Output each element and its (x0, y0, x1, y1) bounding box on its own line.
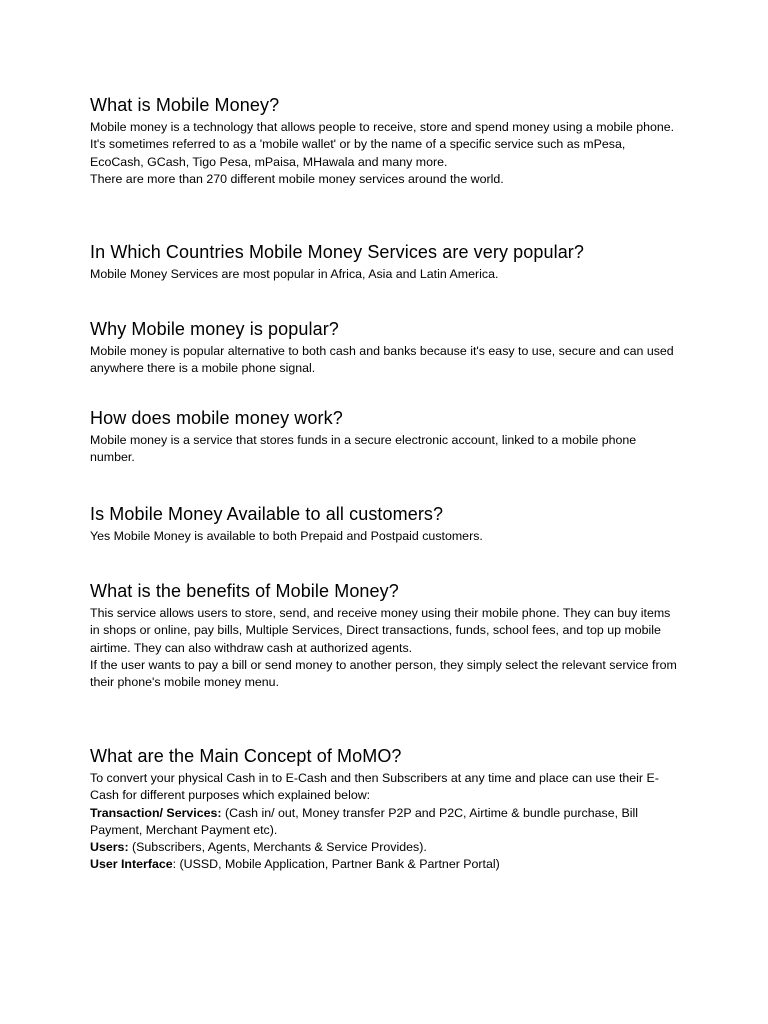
concept-item-label: Users: (90, 840, 129, 855)
concept-item-text: : (USSD, Mobile Application, Partner Bank & Partner Portal) (172, 857, 500, 872)
concept-item (90, 856, 680, 873)
concept-item-text: (Subscribers, Agents, Merchants & Service Provides). (128, 840, 427, 855)
paragraph: There are more than 270 different mobile money services around the world. (90, 171, 504, 186)
concept-item-text: (Cash in/ out, Money transfer P2P and P2C, Airtime & bundle purchase, Bill Payment, Merchant Payment etc). (90, 805, 638, 837)
concept-item-label: User Interface (90, 857, 173, 872)
paragraph: It's sometimes referred to as a 'mobile wallet' or by the name of a specific service such as mPesa, EcoCash, GCash, Tigo Pesa, mPaisa, MHawala and many more. (90, 137, 626, 169)
section-heading: What is the benefits of Mobile Money? (90, 581, 399, 601)
paragraph: If the user wants to pay a bill or send money to another person, they simply select the relevant service from their phone's mobile money menu. (90, 657, 677, 690)
section-how-it-works (90, 407, 680, 467)
section-popular-countries (90, 241, 680, 283)
section-heading: How does mobile money work? (90, 408, 343, 428)
concept-item-label: Transaction/ Services: (90, 805, 222, 820)
section-what-is-mobile-money (90, 94, 680, 188)
paragraph: To convert your physical Cash in to E-Cash and then Subscribers at any time and place can use their E-Cash for different purposes which explained below: (90, 771, 659, 803)
paragraph: Mobile money is popular alternative to both cash and banks because it's easy to use, secure and can used anywhere there is a mobile phone signal. (90, 344, 674, 376)
paragraph: Yes Mobile Money is available to both Prepaid and Postpaid customers. (90, 529, 483, 543)
section-heading: Is Mobile Money Available to all customers? (90, 504, 444, 524)
section-heading: Why Mobile money is popular? (90, 319, 339, 339)
section-why-popular (90, 318, 680, 378)
paragraph: Mobile Money Services are most popular in Africa, Asia and Latin America. (90, 267, 499, 281)
section-availability (90, 503, 680, 545)
section-heading: What is Mobile Money? (90, 95, 280, 115)
paragraph: Mobile money is a service that stores funds in a secure electronic account, linked to a mobile phone number. (90, 433, 637, 465)
section-benefits (90, 580, 680, 691)
section-heading: What are the Main Concept of MoMO? (90, 746, 402, 766)
concept-item (90, 839, 680, 856)
paragraph: This service allows users to store, send, and receive money using their mobile phone. They can buy items in shops or online, pay bills, Multiple Services, Direct transactions, funds, school fees, and top up mobile airtime. They can also withdraw cash at authorized agents. (90, 606, 671, 655)
concept-item (90, 805, 680, 840)
section-heading: In Which Countries Mobile Money Services are very popular? (90, 242, 585, 262)
paragraph: Mobile money is a technology that allows people to receive, store and spend money using a mobile phone. (90, 120, 675, 134)
section-main-concept (90, 745, 680, 874)
